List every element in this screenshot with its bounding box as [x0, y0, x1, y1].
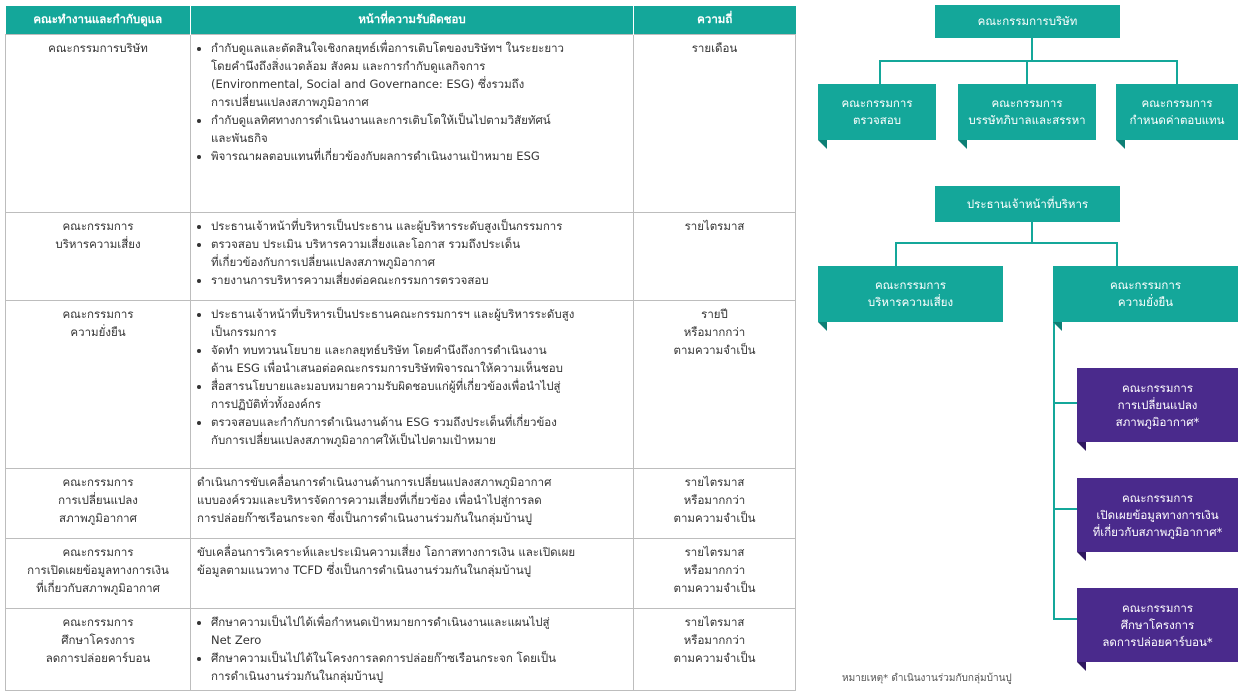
connector-line: [1026, 60, 1028, 84]
responsibility-list: [197, 217, 627, 289]
carbon-committee-box: [1077, 588, 1238, 662]
frequency-cell: รายไตรมาส หรือมากกว่า ตามความจำเป็น: [634, 539, 796, 609]
list-item: • รายงานการบริหารความเสี่ยงต่อคณะกรรมการตรวจสอบ: [211, 271, 627, 289]
tcfd-committee-label: คณะกรรมการ เปิดเผยข้อมูลทางการเงิน ที่เกี่ยวกับสภาพภูมิอากาศ*: [1092, 490, 1223, 539]
responsibility-text: ดำเนินการขับเคลื่อนการดำเนินงานด้านการเปลี่ยนแปลงสภาพภูมิอากาศ แบบองค์รวมและบริหารจัดการความเสี่ยงที่เกี่ยวข้อง เพื่อนำไปสู่การลด การปล่อยก๊าซเรือนกระจก ซึ่งเป็นการดำเนินงานร่วมกันในกลุ่มบ้านปู: [197, 475, 552, 525]
sustainability-committee-label: คณะกรรมการ ความยั่งยืน: [1109, 278, 1182, 309]
list-item: • พิจารณาผลตอบแทนที่เกี่ยวข้องกับผลการดำเนินงานเป้าหมาย ESG: [211, 147, 627, 165]
table-row: [6, 213, 796, 301]
responsibility-list: [197, 305, 627, 449]
climate-committee-box: [1077, 368, 1238, 442]
frequency-cell: รายไตรมาส หรือมากกว่า ตามความจำเป็น: [634, 469, 796, 539]
governance-table: [5, 6, 796, 691]
board-label: คณะกรรมการบริษัท: [977, 14, 1078, 28]
compensation-committee-label: คณะกรรมการ กำหนดค่าตอบแทน: [1129, 96, 1225, 127]
committee-name: คณะกรรมการ การเปิดเผยข้อมูลทางการเงิน ที่เกี่ยวกับสภาพภูมิอากาศ: [6, 539, 191, 609]
header-committee: คณะทำงานและกำกับดูแล: [6, 6, 191, 35]
climate-committee-label: คณะกรรมการ การเปลี่ยนแปลง สภาพภูมิอากาศ*: [1115, 380, 1200, 429]
footnote: หมายเหตุ* ดำเนินงานร่วมกับกลุ่มบ้านปู: [842, 673, 1012, 684]
responsibility-cell: [191, 539, 634, 609]
risk-committee-box: [818, 266, 1003, 322]
tcfd-committee-box: [1077, 478, 1238, 552]
carbon-committee-label: คณะกรรมการ ศึกษาโครงการ ลดการปล่อยคาร์บอน*: [1102, 600, 1213, 649]
connector-line: [1053, 402, 1077, 404]
header-responsibility: หน้าที่ความรับผิดชอบ: [191, 6, 634, 35]
responsibility-cell: [191, 609, 634, 691]
list-item: • กำกับดูแลและตัดสินใจเชิงกลยุทธ์เพื่อการเติบโตของบริษัทฯ ในระยะยาว โดยคำนึงถึงสิ่งแวดล้อม สังคม และการกำกับดูแลกิจการ (Environmental, Social and Governance: ESG) ซึ่งรวมถึง การเปลี่ยนแปลงสภาพภูมิอากาศ: [211, 39, 627, 111]
connector-line: [1053, 322, 1055, 620]
committee-name: คณะกรรมการบริษัท: [6, 35, 191, 213]
list-item: • สื่อสารนโยบายและมอบหมายความรับผิดชอบแก่ผู้ที่เกี่ยวข้องเพื่อนำไปสู่ การปฏิบัติทั่วทั้งองค์กร: [211, 377, 627, 413]
frequency-cell: รายไตรมาส หรือมากกว่า ตามความจำเป็น: [634, 609, 796, 691]
governance-committee-label: คณะกรรมการ บรรษัทภิบาลและสรรหา: [968, 96, 1086, 127]
connector-line: [1031, 222, 1033, 242]
list-item: • ตรวจสอบและกำกับการดำเนินงานด้าน ESG รวมถึงประเด็นที่เกี่ยวข้อง กับการเปลี่ยนแปลงสภาพภูมิอากาศให้เป็นไปตามเป้าหมาย: [211, 413, 627, 449]
connector-line: [1176, 60, 1178, 84]
ceo-label: ประธานเจ้าหน้าที่บริหาร: [966, 196, 1089, 211]
table-row: [6, 301, 796, 469]
connector-line: [1053, 618, 1077, 620]
connector-line: [879, 60, 1177, 62]
connector-line: [1031, 38, 1033, 60]
responsibility-list: [197, 613, 627, 685]
frequency-cell: รายเดือน: [634, 35, 796, 213]
table-row: [6, 35, 796, 213]
responsibility-text: ขับเคลื่อนการวิเคราะห์และประเมินความเสี่ยง โอกาสทางการเงิน และเปิดเผย ข้อมูลตามแนวทาง TCFD ซึ่งเป็นการดำเนินงานร่วมกันในกลุ่มบ้านปู: [197, 545, 576, 577]
frequency-cell: รายไตรมาส: [634, 213, 796, 301]
responsibility-cell: [191, 469, 634, 539]
connector-line: [879, 60, 881, 84]
connector-line: [895, 242, 897, 266]
risk-committee-label: คณะกรรมการ บริหารความเสี่ยง: [867, 278, 954, 309]
table-row: [6, 469, 796, 539]
responsibility-list: [197, 39, 627, 165]
ceo-box: [935, 186, 1120, 222]
connector-line: [895, 242, 1117, 244]
audit-committee-box: [818, 84, 936, 140]
list-item: • จัดทำ ทบทวนนโยบาย และกลยุทธ์บริษัท โดยคำนึงถึงการดำเนินงาน ด้าน ESG เพื่อนำเสนอต่อคณะกรรมการบริษัทพิจารณาให้ความเห็นชอบ: [211, 341, 627, 377]
responsibility-cell: [191, 301, 634, 469]
header-frequency: ความถี่: [634, 6, 796, 35]
list-item: • ศึกษาความเป็นไปได้เพื่อกำหนดเป้าหมายการดำเนินงานและแผนไปสู่ Net Zero: [211, 613, 627, 649]
board-box: [935, 5, 1120, 38]
audit-committee-label: คณะกรรมการ ตรวจสอบ: [841, 96, 913, 127]
sustainability-committee-box: [1053, 266, 1238, 322]
committee-name: คณะกรรมการ การเปลี่ยนแปลง สภาพภูมิอากาศ: [6, 469, 191, 539]
governance-committee-box: [958, 84, 1096, 140]
committee-name: คณะกรรมการ บริหารความเสี่ยง: [6, 213, 191, 301]
responsibility-cell: [191, 213, 634, 301]
list-item: • ประธานเจ้าหน้าที่บริหารเป็นประธานคณะกรรมการฯ และผู้บริหารระดับสูง เป็นกรรมการ: [211, 305, 627, 341]
committee-name: คณะกรรมการ ความยั่งยืน: [6, 301, 191, 469]
list-item: • ตรวจสอบ ประเมิน บริหารความเสี่ยงและโอกาส รวมถึงประเด็น ที่เกี่ยวข้องกับการเปลี่ยนแปลงสภาพภูมิอากาศ: [211, 235, 627, 271]
table-header-row: [6, 6, 796, 35]
list-item: • ประธานเจ้าหน้าที่บริหารเป็นประธาน และผู้บริหารระดับสูงเป็นกรรมการ: [211, 217, 627, 235]
committee-name: คณะกรรมการ ศึกษาโครงการ ลดการปล่อยคาร์บอน: [6, 609, 191, 691]
table-row: [6, 609, 796, 691]
frequency-cell: รายปี หรือมากกว่า ตามความจำเป็น: [634, 301, 796, 469]
table-row: [6, 539, 796, 609]
connector-line: [1053, 508, 1077, 510]
compensation-committee-box: [1116, 84, 1238, 140]
connector-line: [1116, 242, 1118, 266]
responsibility-cell: [191, 35, 634, 213]
list-item: • ศึกษาความเป็นไปได้ในโครงการลดการปล่อยก๊าซเรือนกระจก โดยเป็น การดำเนินงานร่วมกันในกลุ่มบ้านปู: [211, 649, 627, 685]
list-item: • กำกับดูแลทิศทางการดำเนินงานและการเติบโตให้เป็นไปตามวิสัยทัศน์ และพันธกิจ: [211, 111, 627, 147]
